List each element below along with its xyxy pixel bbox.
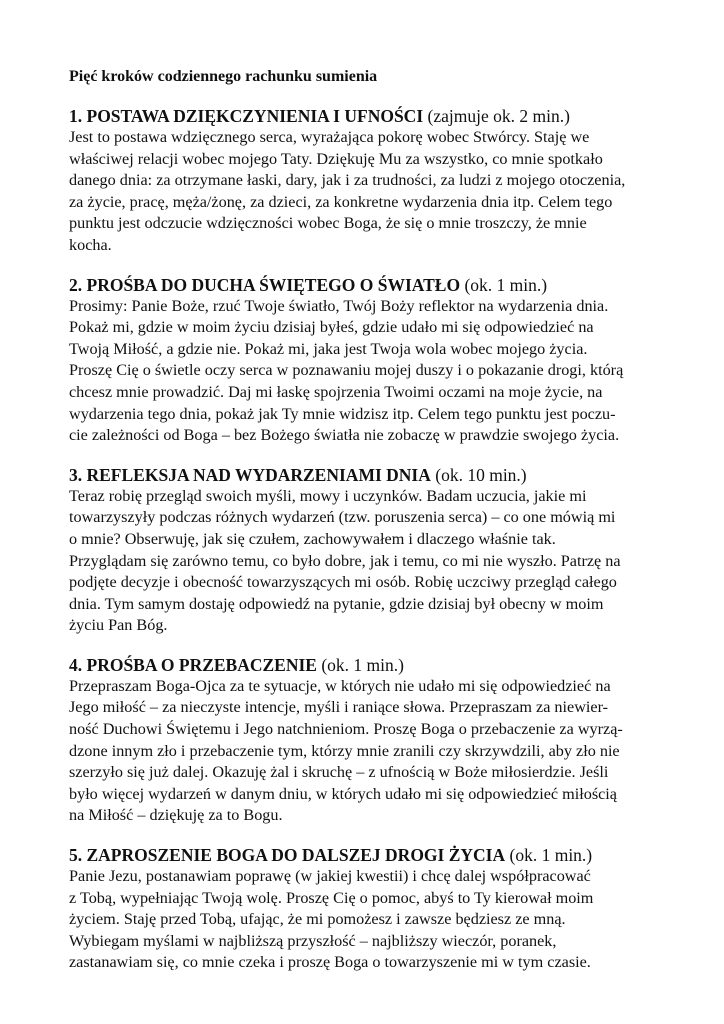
body-line: Jego miłość – za nieczyste intencje, myśli i raniące słowa. Przepraszam za niewier- — [69, 698, 609, 717]
body-line: zastanawiam się, co mnie czeka i proszę Boga o towarzyszenie mi w tym czasie. — [69, 953, 591, 972]
body-line: Teraz robię przegląd swoich myśli, mowy i uczynków. Badam uczucia, jakie mi — [69, 486, 587, 505]
section-heading-title: 2. PROŚBA DO DUCHA ŚWIĘTEGO O ŚWIATŁO — [69, 274, 461, 295]
body-line: danego dnia: za otrzymane łaski, dary, jak i za trudności, za ludzi z mojego otoczenia, — [69, 171, 626, 190]
body-line: było więcej wydarzeń w danym dniu, w których udało mi się odpowiedzieć miłością — [69, 784, 617, 803]
section-5 — [69, 844, 659, 974]
section-duration: (ok. 1 min.) — [316, 654, 404, 675]
section-body — [69, 676, 659, 827]
section-3 — [69, 464, 659, 637]
document-title: Pięć kroków codziennego rachunku sumienia — [69, 68, 378, 85]
section-heading — [69, 464, 659, 486]
section-duration: (zajmuje ok. 2 min.) — [423, 106, 570, 126]
body-line: życiem. Staję przed Tobą, ufając, że mi pomożesz i zawsze będziesz ze mną. — [69, 910, 566, 929]
body-line: z Tobą, wypełniając Twoją wolę. Proszę Cię o pomoc, abyś to Ty kierował moim — [69, 888, 594, 907]
section-heading — [69, 844, 659, 866]
body-line: właściwej relacji wobec mojego Taty. Dziękuję Mu za wszystko, co mnie spotkało — [69, 149, 603, 168]
section-heading-title: 1. POSTAWA DZIĘKCZYNIENIA I UFNOŚCI — [69, 106, 424, 126]
body-line: Przepraszam Boga-Ojca za te sytuacje, w których nie udało mi się odpowiedzieć na — [69, 676, 611, 695]
body-line: Panie Jezu, postanawiam poprawę (w jakiej kwestii) i chcę dalej współpracować — [69, 867, 591, 886]
body-line: towarzyszyły podczas różnych wydarzeń (tzw. poruszenia serca) – co one mówią mi — [69, 508, 616, 527]
body-line: Jest to postawa wdzięcznego serca, wyrażająca pokorę wobec Stwórcy. Staję we — [69, 128, 590, 146]
section-duration: (ok. 1 min.) — [505, 845, 593, 866]
section-body — [69, 866, 659, 974]
body-line: szerzyło się już dalej. Okazuję żal i skruchę – z ufnością w Boże miłosierdzie. Jeśli — [69, 763, 609, 782]
body-line: Pokaż mi, gdzie w moim życiu dzisiaj byłeś, gdzie udało mi się odpowiedzieć na — [69, 318, 594, 337]
section-heading — [69, 105, 659, 127]
body-line: za życie, pracę, męża/żonę, za dzieci, za konkretne wydarzenia dnia itp. Celem tego — [69, 192, 613, 211]
body-line: Wybiegam myślami w najbliższą przyszłość – najbliższy wieczór, poranek, — [69, 931, 557, 950]
body-line: życiu Pan Bóg. — [69, 616, 168, 635]
section-body — [69, 296, 659, 447]
body-line: Prosimy: Panie Boże, rzuć Twoje światło, Twój Boży reflektor na wydarzenia dnia. — [69, 296, 609, 315]
section-heading-title: 4. PROŚBA O PRZEBACZENIE — [69, 654, 317, 675]
body-line: punktu jest odczucie wdzięczności wobec Boga, że się o mnie troszczy, że mnie — [69, 214, 587, 233]
body-line: wydarzenia tego dnia, pokaż jak Ty mnie widzisz itp. Celem tego punktu jest poczu- — [69, 404, 616, 423]
body-line: podjęte decyzje i obecność towarzyszących mi osób. Robię uczciwy przegląd całego — [69, 573, 617, 592]
body-line: na Miłość – dziękuję za to Bogu. — [69, 806, 283, 825]
body-line: Proszę Cię o świetle oczy serca w poznawaniu mojej duszy i o pokazanie drogi, którą — [69, 361, 624, 380]
section-body — [69, 486, 659, 637]
section-heading-title: 3. REFLEKSJA NAD WYDARZENIAMI DNIA — [69, 464, 431, 485]
document-page — [69, 66, 659, 991]
body-line: chcesz mnie prowadzić. Daj mi łaskę spojrzenia Twoimi oczami na moje życie, na — [69, 382, 603, 401]
body-line: dzone innym zło i przebaczenie tym, którzy mnie zranili czy skrzywdzili, aby zło nie — [69, 741, 620, 760]
body-line: ność Duchowi Świętemu i Jego natchnieniom. Proszę Boga o przebaczenie za wyrzą- — [69, 720, 623, 739]
section-heading-title: 5. ZAPROSZENIE BOGA DO DALSZEJ DROGI ŻYCIA — [69, 845, 506, 866]
section-1 — [69, 105, 659, 257]
section-body — [69, 127, 659, 257]
body-line: Twoją Miłość, a gdzie nie. Pokaż mi, jaka jest Twoja wola wobec mojego życia. — [69, 339, 588, 358]
body-line: cie zależności od Boga – bez Bożego światła nie zobaczę w prawdzie swojego życia. — [69, 426, 620, 445]
section-4 — [69, 654, 659, 827]
section-heading — [69, 274, 659, 296]
body-line: o mnie? Obserwuję, jak się czułem, zachowywałem i dlaczego właśnie tak. — [69, 529, 556, 548]
section-heading — [69, 654, 659, 676]
section-duration: (ok. 1 min.) — [460, 274, 548, 295]
section-duration: (ok. 10 min.) — [430, 464, 527, 485]
section-2 — [69, 274, 659, 447]
body-line: Przyglądam się zarówno temu, co było dobre, jak i temu, co mi nie wyszło. Patrzę na — [69, 551, 621, 570]
body-line: kocha. — [69, 235, 112, 254]
body-line: dnia. Tym samym dostaję odpowiedź na pytanie, gdzie dzisiaj był obecny w moim — [69, 594, 604, 613]
